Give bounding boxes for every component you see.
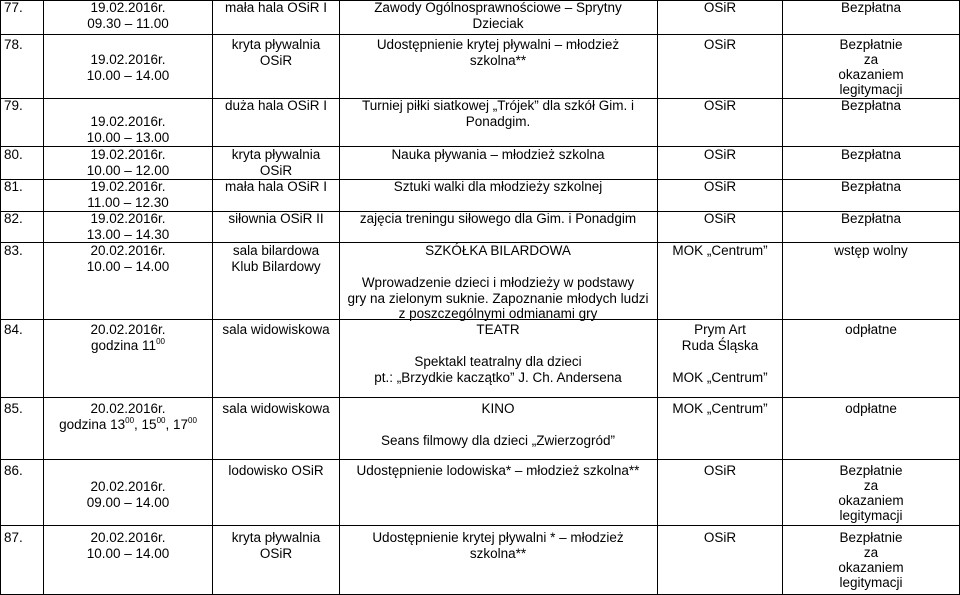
row-place: mała hala OSiR I <box>224 0 328 15</box>
row-divider <box>0 34 960 35</box>
row-fee: Bezpłatna <box>840 98 902 113</box>
row-event: Udostępnienie lodowiska* – młodzież szkolna** <box>356 463 640 478</box>
row-organizer: OSiR <box>703 147 737 162</box>
row-fee: okazaniem <box>838 67 904 82</box>
row-place: Klub Bilardowy <box>231 259 321 274</box>
row-place: sala bilardowa <box>232 243 320 258</box>
row-fee: legitymacji <box>839 508 903 523</box>
row-place: OSiR <box>259 546 293 561</box>
row-time: 10.00 – 12.00 <box>86 163 170 178</box>
row-event: SZKÓŁKA BILARDOWA <box>425 243 571 258</box>
row-date: 19.02.2016r. <box>90 147 166 162</box>
row-organizer: MOK „Centrum” <box>672 370 768 385</box>
row-fee: legitymacji <box>839 82 903 97</box>
row-organizer: OSiR <box>703 37 737 52</box>
row-fee: za <box>863 478 879 493</box>
row-place: kryta pływalnia <box>231 147 321 162</box>
row-fee: legitymacji <box>839 575 903 590</box>
row-organizer: MOK „Centrum” <box>672 243 768 258</box>
column-divider <box>43 0 44 595</box>
row-date: 20.02.2016r. <box>90 401 166 416</box>
row-place: sala widowiskowa <box>222 401 330 416</box>
row-fee: za <box>863 545 879 560</box>
row-event: z poszczególnymi odmianami gry <box>398 306 598 321</box>
row-fee: odpłatne <box>845 401 897 416</box>
row-event: zajęcia treningu siłowego dla Gim. i Ponadgim <box>359 211 637 226</box>
row-number: 78. <box>4 37 23 52</box>
row-date: 20.02.2016r. <box>90 530 166 545</box>
column-divider <box>782 0 783 595</box>
row-event: Seans filmowy dla dzieci „Zwierzogród” <box>380 433 616 448</box>
row-fee: Bezpłatna <box>840 211 902 226</box>
row-fee: za <box>863 52 879 67</box>
column-divider <box>0 0 1 595</box>
row-divider <box>0 397 960 398</box>
row-fee: okazaniem <box>838 493 904 508</box>
row-event: pt.: „Brzydkie kaczątko” J. Ch. Andersena <box>374 370 622 385</box>
row-place: OSiR <box>259 53 293 68</box>
row-organizer: MOK „Centrum” <box>672 401 768 416</box>
row-event: Spektakl teatralny dla dzieci <box>414 354 582 369</box>
row-event: Turniej piłki siatkowej „Trójek” dla szkół Gim. i <box>361 98 635 113</box>
row-fee: Bezpłatna <box>840 0 902 15</box>
row-divider <box>0 459 960 460</box>
row-event: Udostępnienie krytej pływalni – młodzież <box>376 37 620 52</box>
column-divider <box>339 0 340 595</box>
row-organizer: OSiR <box>703 463 737 478</box>
row-time: 13.00 – 14.30 <box>86 227 170 242</box>
row-time: 10.00 – 14.00 <box>86 68 170 83</box>
row-fee: Bezpłatnie <box>839 37 903 52</box>
row-place: kryta pływalnia <box>231 37 321 52</box>
row-fee: okazaniem <box>838 560 904 575</box>
row-time: godzina $13^{00}$, $15^{00}$, $17^{00}$ <box>59 416 197 432</box>
column-divider <box>212 0 213 595</box>
row-place: lodowisko OSiR <box>228 463 324 478</box>
row-date: 20.02.2016r. <box>90 479 166 494</box>
row-date: 19.02.2016r. <box>90 179 166 194</box>
row-date: 19.02.2016r. <box>90 0 166 15</box>
row-time: godzina $11^{00}$ <box>91 337 165 353</box>
row-place: mała hala OSiR I <box>224 179 328 194</box>
row-place: sala widowiskowa <box>222 322 330 337</box>
row-time: 10.00 – 13.00 <box>86 130 170 145</box>
row-event: TEATR <box>476 322 520 337</box>
row-number: 77. <box>4 0 23 15</box>
row-time: 10.00 – 14.00 <box>86 546 170 561</box>
row-fee: Bezpłatnie <box>839 530 903 545</box>
row-number: 83. <box>4 243 23 258</box>
row-event: Sztuki walki dla młodzieży szkolnej <box>393 179 603 194</box>
row-number: 84. <box>4 322 23 337</box>
row-event: Udostępnienie krytej pływalni * – młodzież <box>372 530 624 545</box>
row-number: 85. <box>4 401 23 416</box>
row-date: 19.02.2016r. <box>90 211 166 226</box>
column-divider <box>657 0 658 595</box>
row-number: 81. <box>4 179 23 194</box>
row-organizer: OSiR <box>703 530 737 545</box>
row-fee: Bezpłatnie <box>839 463 903 478</box>
row-time: 09.00 – 14.00 <box>86 495 170 510</box>
row-place: siłownia OSiR II <box>228 211 324 226</box>
row-number: 87. <box>4 530 23 545</box>
row-event: szkolna** <box>469 53 527 68</box>
row-event: Ponadgim. <box>465 114 531 129</box>
row-fee: odpłatne <box>845 322 897 337</box>
row-number: 82. <box>4 211 23 226</box>
row-event: szkolna** <box>469 546 527 561</box>
row-organizer: Prym Art <box>694 322 746 337</box>
row-date: 20.02.2016r. <box>90 322 166 337</box>
row-date: 19.02.2016r. <box>90 52 166 67</box>
row-event: Wprowadzenie dzieci i młodzieży w podstawy <box>361 275 635 290</box>
row-fee: Bezpłatna <box>840 179 902 194</box>
row-fee: Bezpłatna <box>840 147 902 162</box>
row-organizer: OSiR <box>703 179 737 194</box>
row-number: 79. <box>4 98 23 113</box>
row-number: 80. <box>4 147 23 162</box>
row-organizer: Ruda Śląska <box>681 338 759 353</box>
row-place: OSiR <box>259 163 293 178</box>
row-event: KINO <box>481 401 515 416</box>
row-number: 86. <box>4 463 23 478</box>
row-time: 09.30 – 11.00 <box>87 16 169 31</box>
row-time: 11.00 – 12.30 <box>87 195 169 210</box>
row-event: Nauka pływania – młodzież szkolna <box>391 147 605 162</box>
row-divider <box>0 525 960 526</box>
row-event: Zawody Ogólnosprawnościowe – Sprytny <box>374 0 622 15</box>
row-time: 10.00 – 14.00 <box>86 259 170 274</box>
row-date: 20.02.2016r. <box>90 243 166 258</box>
row-organizer: OSiR <box>703 0 737 15</box>
row-organizer: OSiR <box>703 98 737 113</box>
row-event: gry na zielonym suknie. Zapoznanie młodych ludzi <box>347 291 649 306</box>
row-place: kryta pływalnia <box>231 530 321 545</box>
row-event: Dzieciak <box>472 16 524 31</box>
row-organizer: OSiR <box>703 211 737 226</box>
row-fee: wstęp wolny <box>834 243 908 258</box>
row-date: 19.02.2016r. <box>90 114 166 129</box>
row-place: duża hala OSiR I <box>224 98 328 113</box>
